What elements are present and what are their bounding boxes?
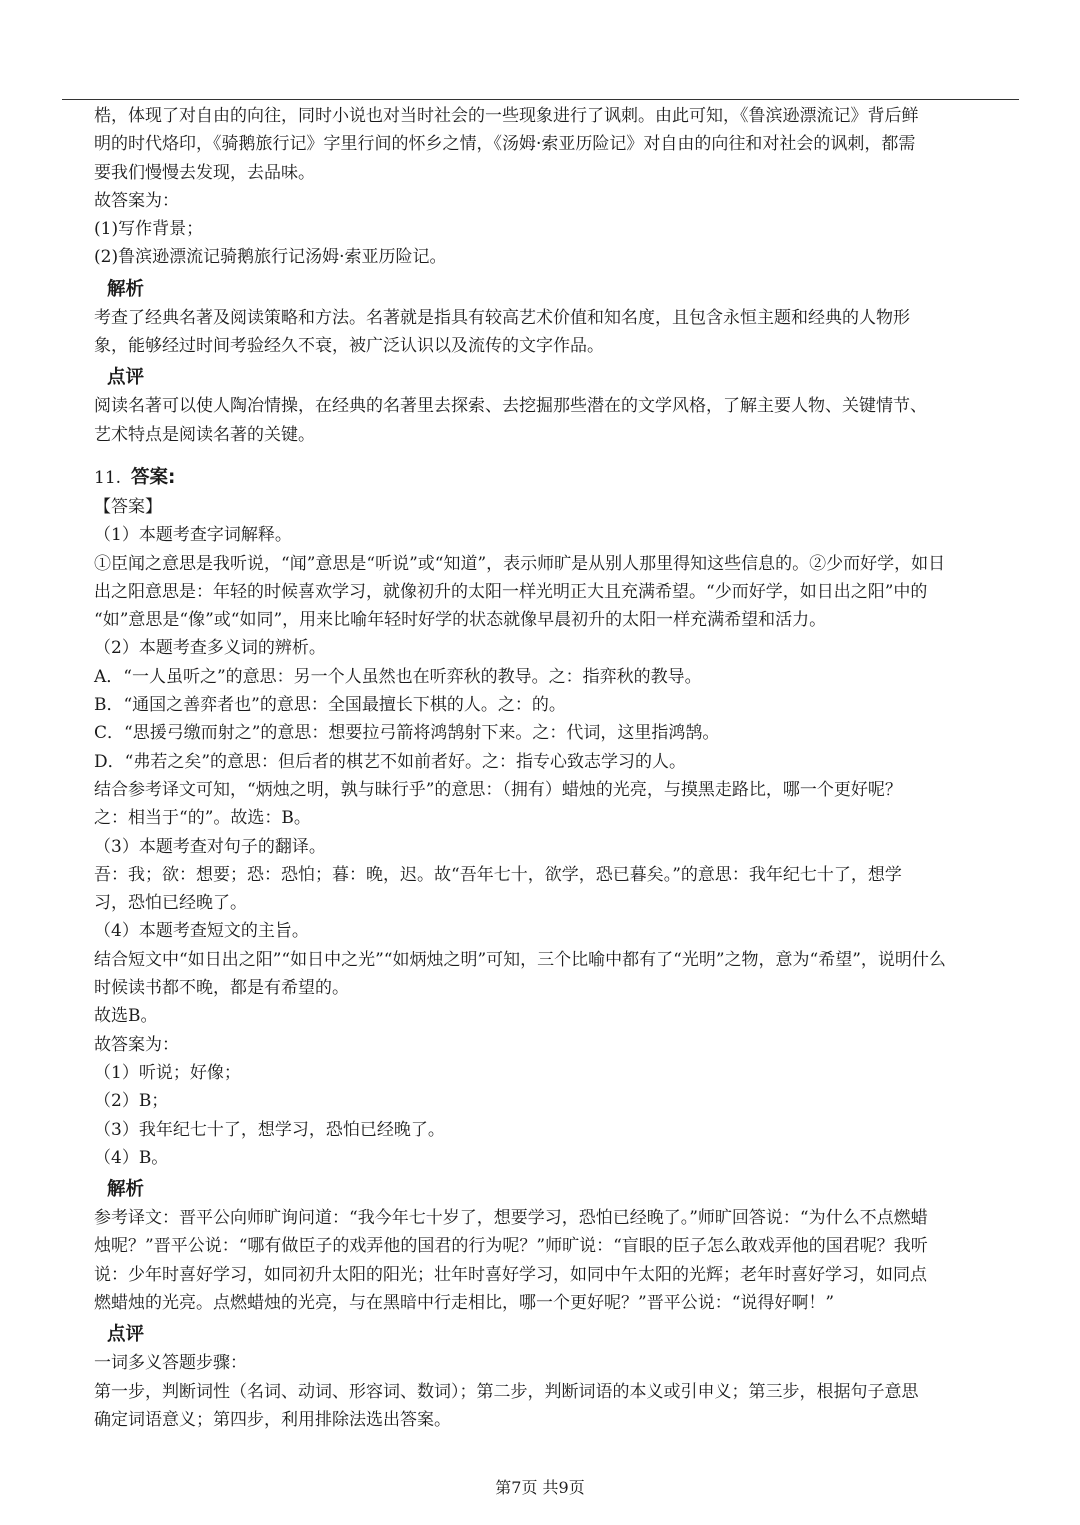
text-line: 确定词语意义；第四步，利用排除法选出答案。: [94, 1409, 451, 1430]
text-line: 【答案】: [94, 496, 162, 517]
text-line: 考查了经典名著及阅读策略和方法。名著就是指具有较高艺术价值和知名度，且包含永恒主题和经典的人物形: [94, 307, 910, 328]
text-line: 习，恐怕已经晚了。: [94, 893, 247, 914]
text-line: 象，能够经过时间考验经久不衰，被广泛认识以及流传的文字作品。: [94, 336, 604, 357]
text-line: 说：少年时喜好学习，如同初升太阳的阳光；壮年时喜好学习，如同中午太阳的光辉；老年时喜好学习，如同点: [94, 1264, 927, 1285]
text-line: 之：相当于“的”。故选：B。: [94, 808, 311, 829]
analysis-heading: 解析: [107, 278, 145, 300]
text-line: 出之阳意思是：年轻的时候喜欢学习，就像初升的太阳一样光明正大且充满希望。“少而好学，如日出之阳”中的: [94, 581, 928, 602]
comment-heading: 点评: [107, 1324, 145, 1346]
question-header: [94, 463, 1044, 493]
text-line: D．“弗若之矣”的意思：但后者的棋艺不如前者好。之：指专心致志学习的人。: [94, 751, 687, 772]
text-line: 一词多义答题步骤：: [94, 1353, 247, 1374]
text-line: 故选B。: [94, 1006, 158, 1027]
text-line: （4）B。: [94, 1147, 169, 1168]
text-line: 艺术特点是阅读名著的关键。: [94, 424, 315, 445]
page-footer: [0, 1476, 1080, 1500]
text-line: 明的时代烙印，《骑鹅旅行记》字里行间的怀乡之情，《汤姆·索亚历险记》对自由的向往和对社会的讽刺，都需: [94, 134, 916, 155]
text-line: 时候读书都不晚，都是有希望的。: [94, 978, 349, 999]
text-line: 要我们慢慢去发现，去品味。: [94, 162, 315, 183]
text-line: （3）我年纪七十了，想学习，恐怕已经晚了。: [94, 1119, 445, 1140]
text-line: 结合短文中“如日出之阳”“如日中之光”“如炳烛之明”可知，三个比喻中都有了“光明”之物，意为“希望”，说明什么: [94, 949, 946, 970]
text-line: 燃蜡烛的光亮。点燃蜡烛的光亮，与在黑暗中行走相比，哪一个更好呢？”晋平公说：“说得好啊！”: [94, 1292, 835, 1313]
text-line: (2)鲁滨逊漂流记骑鹅旅行记汤姆·索亚历险记。: [94, 247, 447, 268]
answer-label: 答案:: [131, 466, 176, 488]
text-line: 第一步，判断词性（名词、动词、形容词、数词）；第二步，判断词语的本义或引申义；第三步，根据句子意思: [94, 1381, 919, 1402]
text-line: 梏，体现了对自由的向往，同时小说也对当时社会的一些现象进行了讽刺。由此可知，《鲁滨逊漂流记》背后鲜: [94, 106, 919, 126]
text-line: 结合参考译文可知，“炳烛之明，孰与昧行乎”的意思：（拥有）蜡烛的光亮，与摸黑走路比，哪一个更好呢？: [94, 779, 902, 800]
text-line: “如”意思是“像”或“如同”，用来比喻年轻时好学的状态就像早晨初升的太阳一样充满希望和活力。: [94, 610, 827, 631]
text-line: (1)写作背景；: [94, 219, 204, 240]
text-line: （1）听说；好像；: [94, 1062, 241, 1083]
text-line: ①臣闻之意思是我听说，“闻”意思是“听说”或“知道”，表示师旷是从别人那里得知这些信息的。②少而好学，如日: [94, 553, 946, 574]
text-line: （2）B；: [94, 1091, 169, 1112]
text-line: （2）本题考查多义词的辨析。: [94, 638, 326, 659]
text-line: 阅读名著可以使人陶冶情操，在经典的名著里去探索、去挖掘那些潜在的文学风格，了解主要人物、关键情节、: [94, 396, 927, 417]
page-number: 第7页 共9页: [495, 1478, 585, 1497]
text-line: B．“通国之善弈者也”的意思：全国最擅长下棋的人。之：的。: [94, 695, 566, 716]
analysis-heading: 解析: [107, 1179, 145, 1201]
text-line: C．“思援弓缴而射之”的意思：想要拉弓箭将鸿鹄射下来。之：代词，这里指鸿鹄。: [94, 723, 720, 744]
question-number: 11.: [94, 467, 122, 488]
comment-heading: 点评: [107, 367, 145, 389]
text-line: （1）本题考查字词解释。: [94, 525, 292, 546]
text-line: A．“一人虽听之”的意思：另一个人虽然也在听弈秋的教导。之：指弈秋的教导。: [94, 666, 702, 687]
text-line: 烛呢？”晋平公说：“哪有做臣子的戏弄他的国君的行为呢？”师旷说：“盲眼的臣子怎么敢戏弄他的国君呢？我听: [94, 1236, 928, 1257]
text-line: 参考译文：晋平公向师旷询问道：“我今年七十岁了，想要学习，恐怕已经晚了。”师旷回答说：“为什么不点燃蜡: [94, 1208, 928, 1229]
header-rule: [62, 99, 1019, 100]
text-line: （4）本题考查短文的主旨。: [94, 921, 309, 942]
text-line: 故答案为：: [94, 1034, 179, 1055]
text-line: （3）本题考查对句子的翻译。: [94, 836, 326, 857]
page-content: [94, 102, 1044, 1434]
text-line: 故答案为：: [94, 190, 179, 211]
text-line: 吾：我；欲：想要；恐：恐怕；暮：晚，迟。故“吾年七十，欲学，恐已暮矣。”的意思：我年纪七十了，想学: [94, 864, 902, 885]
